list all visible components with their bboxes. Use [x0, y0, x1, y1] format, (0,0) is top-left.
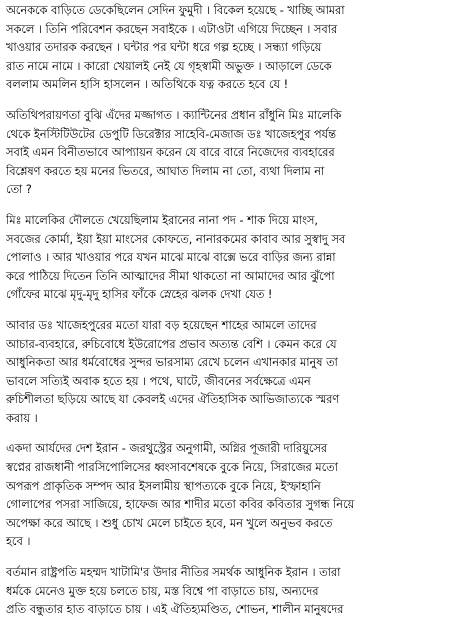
text-line: পোলাও । আর খাওয়ার পরে যখন মাঝে মাঝে বাক্সে ভরে বাড়ির জন্য রান্না: [6, 251, 336, 265]
text-line: বললাম অমলিন হাসি হাসলেন । অতিথিকে যত্ন করতে হবে যে !: [6, 78, 289, 92]
text-line: স্বপ্নের রাজধানী পারসিপোলিসের ধ্বংসাবশেষকে বুকে নিয়ে, সিরাজের মতো: [6, 461, 338, 475]
text-line: সবাই এমন বিনীতভাবে আপ্যায়ন করেন যে বারে বারে নিজেদের ব্যবহারের: [6, 146, 335, 160]
text-line: গোঁফের মাঝে মৃদু-মৃদু হাসির ফাঁকে স্নেহের ঝলক দেখা যেত !: [6, 288, 273, 302]
text-line: অনেককে বাড়িতে ডেকেছিলেন সেদিন ফুমুদী । বিকেল হয়েছে - খাচ্ছি আমরা: [6, 4, 345, 17]
text-line: সকলে । তিনি পরিবেশন করছেন সবাইকে । এটাওটা এগিয়ে দিচ্ছেন । সবার: [6, 22, 338, 36]
text-line: বিশ্লেষণ করতে হয় মনের ভিতরে, আঘাত দিলাম না তো, ব্যথা দিলাম না: [6, 164, 325, 178]
paragraph-1: [6, 2, 450, 95]
text-line: গোলাপের পসরা সাজিয়ে, হাফেজ আর শাদীর মতো কবির কবিতার সুগন্ধ নিয়ে: [6, 498, 355, 512]
paragraph-3: [6, 212, 450, 305]
text-line: খাওয়ার তদারক করছেন । ঘন্টার পর ঘন্টা ধরে গল্প হচ্ছে । সন্ধ্যা গড়িয়ে: [6, 41, 322, 55]
text-line: রাত নামে নামে । কারো খেয়ালই নেই যে গৃহস্বামী অভুক্ত । আড়ালে ডেকে: [6, 59, 332, 73]
text-line: আচার-ব্যবহারে, রুচিবোধে ইউরোপের প্রভাব অত্যন্ত বেশি । কেমন করে যে: [6, 337, 337, 351]
text-line: অপেক্ষা করে আছে । শুধু চোখ মেলে চাইতে হবে, মন খুলে অনুভব করতে: [6, 516, 333, 530]
text-line: অতিথিপরায়ণতা বুঝি এঁদের মজ্জাগত । ক্যান্টিনের প্রধান রাঁধুনি মিঃ মালেকি: [6, 108, 342, 122]
text-line: বর্তমান রাষ্ট্রপতি মহম্মদ খাটামি'র উদার নীতির সমর্থক আধুনিক ইরান । তারা: [6, 566, 341, 580]
paragraph-6: [6, 564, 450, 620]
text-line: অপরূপ প্রাকৃতিক সম্পদ আর ইসলামীয় স্থাপত্যকে বুকে নিয়ে, ইস্ফাহানি: [6, 479, 321, 493]
paragraph-4: [6, 317, 450, 429]
text-line: ধর্মকে মেনেও মুক্ত হয়ে চলতে চায়, মস্ত বিশ্বে পা বাড়াতে চায়, অন্যদের: [6, 584, 319, 598]
text-line: সবজের কোর্মা, ইয়া ইয়া মাংসের কোফতে, নানারকমের কাবাব আর সুস্বাদু সব: [6, 232, 346, 246]
text-line: থেকে ইনস্টিটিউটের ডেপুটি ডিরেক্টার সাহেবি-মেজাজ ডঃ খাজেহপুর পর্যন্ত: [6, 127, 336, 141]
text-line: প্রতি বন্ধুতার হাত বাড়াতে চায় । এই ঐতিহ্যমণ্ডিত, শোভন, শালীন মানুষদের: [6, 603, 344, 617]
text-line: ভাবলে সত্যিই অবাক হতে হয় । পথে, ঘাটে, জীবনের সর্বক্ষেত্রে এমন: [6, 374, 311, 388]
paragraph-5: [6, 440, 450, 552]
text-line: হবে ।: [6, 535, 31, 549]
text-line: আধুনিকতা আর ধর্মবোধের সুন্দর ভারসাম্য রেখে চলেন এখানকার মানুষ তা: [6, 356, 338, 370]
text-line: আবার ডঃ খাজেহপুরের মতো যারা বড় হয়েছেন শাহের আমলে তাদের: [6, 318, 317, 332]
text-line: তো ?: [6, 183, 32, 197]
text-line: করে পাঠিয়ে দিতেন তিনি আত্মাদের সীমা থাকতো না আমাদের আর ঝুঁপো: [6, 269, 335, 283]
text-line: করায় ।: [6, 411, 38, 425]
text-line: একদা আর্যদের দেশ ইরান - জরথুস্ট্রের অনুগামী, অগ্নির পূজারী দারিয়ুসের: [6, 442, 328, 456]
paragraph-2: [6, 107, 450, 200]
text-line: রুচিশীলতা ছড়িয়ে আছে যা কেবলই এদের ঐতিহাসিক আভিজাত্যকে স্মরণ: [6, 393, 340, 407]
text-line: মিঃ মালেকির দৌলতে খেয়েছিলাম ইরানের নানা পদ - শাক দিয়ে মাংস,: [6, 213, 318, 227]
